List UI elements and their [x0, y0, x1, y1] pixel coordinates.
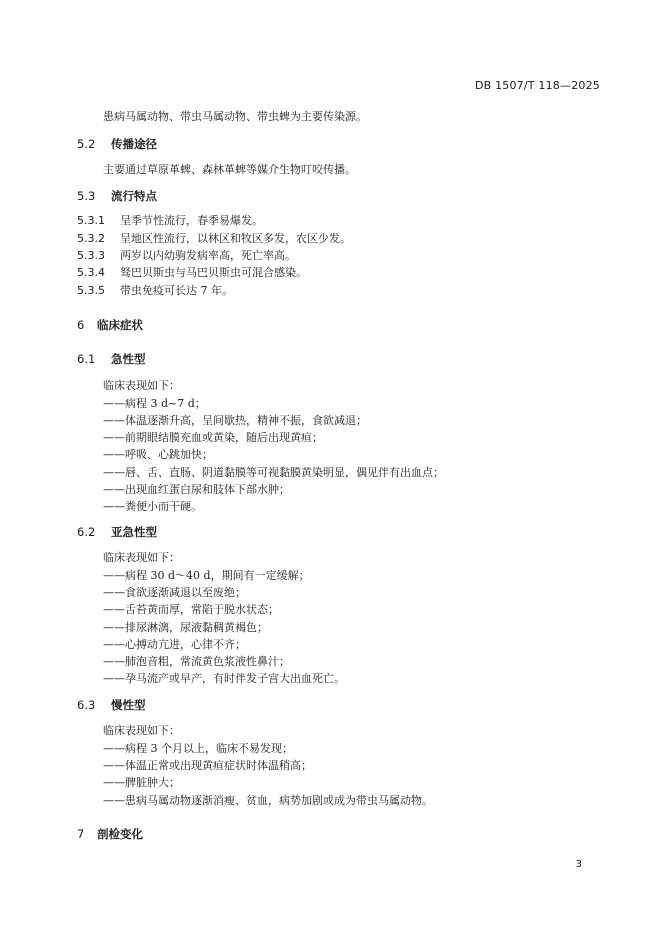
- list-item: ——病程 3 d~7 d；: [103, 397, 206, 410]
- heading-6-2: [77, 524, 157, 540]
- section-number: 7: [77, 827, 85, 841]
- section-title: 亚急性型: [111, 525, 157, 539]
- list-item: ——排尿淋漓，尿液黏稠黄褐色；: [103, 621, 268, 634]
- list-item: ——肺泡音粗，常流黄色浆液性鼻汁；: [103, 655, 290, 668]
- section-title: 传播途径: [111, 137, 157, 151]
- list-item: ——体温正常或出现黄疸症状时体温稍高；: [103, 759, 312, 772]
- list-item: ——孕马流产或早产，有时伴发子宫大出血死亡。: [103, 672, 345, 685]
- list-item: ——体温逐渐升高，呈间歇热，精神不振，食欲减退；: [103, 414, 367, 427]
- list-item: ——心搏动亢进，心律不齐；: [103, 638, 246, 651]
- list-item: ——舌苔黄而厚，常陷于脱水状态；: [103, 603, 279, 616]
- clause-text: 带虫免疫可长达 7 年。: [120, 284, 233, 297]
- clause-text: 两岁以内幼驹发病率高，死亡率高。: [120, 249, 296, 262]
- list-item: ——病程 3 个月以上，临床不易发现；: [103, 742, 293, 755]
- list-item: ——呼吸、心跳加快；: [103, 448, 213, 461]
- clause-text: 呈地区性流行，以林区和牧区多发，农区少发。: [120, 232, 351, 245]
- clause-number: 5.3.5: [77, 284, 105, 297]
- section-title: 慢性型: [111, 698, 146, 712]
- clause-number: 5.3.2: [77, 232, 105, 245]
- section-title: 急性型: [111, 352, 146, 366]
- heading-5-3: [77, 188, 157, 204]
- section-number: 6.3: [77, 698, 96, 712]
- section-title: 剖检变化: [97, 827, 143, 841]
- heading-7: [77, 826, 143, 842]
- list-item: ——脾脏肿大；: [103, 776, 180, 789]
- paragraph-intro: 患病马属动物、带虫马属动物、带虫蜱为主要传染源。: [103, 110, 367, 123]
- document-code: DB 1507/T 118—2025: [474, 79, 600, 92]
- clause-5-3-4: [77, 264, 307, 280]
- clause-number: 5.3.1: [77, 214, 105, 227]
- clause-text: 驽巴贝斯虫与马巴贝斯虫可混合感染。: [120, 266, 307, 279]
- section-number: 5.3: [77, 189, 96, 203]
- section-number: 5.2: [77, 137, 96, 151]
- section-title: 流行特点: [111, 189, 157, 203]
- clause-5-3-3: [77, 247, 296, 263]
- list-item: ——粪便小而干硬。: [103, 500, 202, 513]
- paragraph-6-1-lead: 临床表现如下：: [103, 379, 180, 392]
- heading-6-3: [77, 697, 146, 713]
- section-number: 6.2: [77, 525, 96, 539]
- clause-number: 5.3.4: [77, 266, 105, 279]
- heading-5-2: [77, 136, 157, 152]
- heading-6-1: [77, 351, 146, 367]
- clause-5-3-2: [77, 230, 351, 246]
- section-title: 临床症状: [97, 318, 143, 332]
- list-item: ——出现血红蛋白尿和肢体下部水肿；: [103, 483, 290, 496]
- paragraph-6-3-lead: 临床表现如下：: [103, 724, 180, 737]
- clause-5-3-5: [77, 282, 233, 298]
- clause-5-3-1: [77, 212, 263, 228]
- section-number: 6: [77, 318, 85, 332]
- clause-number: 5.3.3: [77, 249, 105, 262]
- list-item: ——病程 30 d～40 d，期间有一定缓解；: [103, 569, 310, 582]
- list-item: ——唇、舌、直肠、阴道黏膜等可视黏膜黄染明显，偶见伴有出血点；: [103, 466, 444, 479]
- clause-text: 呈季节性流行，春季易爆发。: [120, 214, 263, 227]
- section-number: 6.1: [77, 352, 96, 366]
- paragraph-5-2: 主要通过草原革蜱、森林革蜱等媒介生物叮咬传播。: [103, 163, 356, 176]
- list-item: ——前期眼结膜充血或黄染，随后出现黄疸；: [103, 431, 323, 444]
- heading-6: [77, 317, 143, 333]
- paragraph-6-2-lead: 临床表现如下：: [103, 551, 180, 564]
- list-item: ——患病马属动物逐渐消瘦、贫血，病势加剧或成为带虫马属动物。: [103, 794, 433, 807]
- page-number: 3: [575, 859, 582, 870]
- list-item: ——食欲逐渐减退以至废绝；: [103, 586, 246, 599]
